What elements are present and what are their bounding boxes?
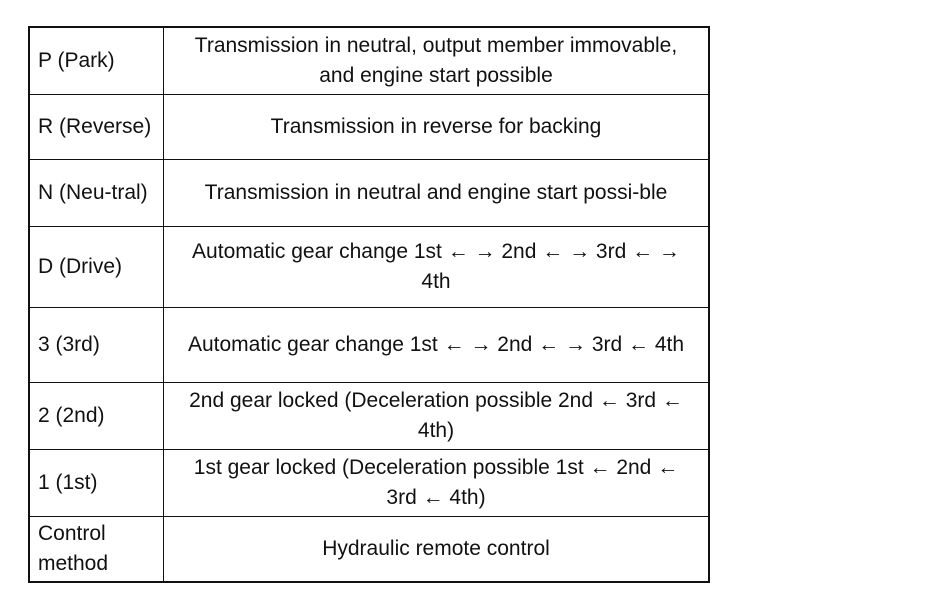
table-row — [29, 95, 709, 160]
shift-description-cell: Transmission in neutral and engine start possi-ble — [164, 160, 710, 227]
shift-mode-cell: P (Park) — [29, 27, 164, 95]
table-row — [29, 160, 709, 227]
table-row — [29, 27, 709, 95]
shift-description-cell: Automatic gear change 1st ← → 2nd ← → 3rd ← → 4th — [164, 227, 710, 308]
shift-mode-cell: N (Neu-tral) — [29, 160, 164, 227]
shift-description-cell: 2nd gear locked (Deceleration possible 2nd ← 3rd ← 4th) — [164, 383, 710, 450]
shift-mode-cell: Control method — [29, 517, 164, 583]
table-row — [29, 227, 709, 308]
shift-description-cell: Transmission in neutral, output member immovable, and engine start possible — [164, 27, 710, 95]
table-row — [29, 308, 709, 383]
shift-description-cell: 1st gear locked (Deceleration possible 1st ← 2nd ← 3rd ← 4th) — [164, 450, 710, 517]
table-row — [29, 383, 709, 450]
shift-description-cell: Automatic gear change 1st ← → 2nd ← → 3rd ← 4th — [164, 308, 710, 383]
shift-mode-cell: 3 (3rd) — [29, 308, 164, 383]
table-row — [29, 517, 709, 583]
shift-description-cell: Hydraulic remote control — [164, 517, 710, 583]
shift-position-table — [28, 26, 710, 583]
shift-mode-cell: R (Reverse) — [29, 95, 164, 160]
shift-description-cell: Transmission in reverse for backing — [164, 95, 710, 160]
shift-mode-cell: D (Drive) — [29, 227, 164, 308]
shift-mode-cell: 1 (1st) — [29, 450, 164, 517]
table-row — [29, 450, 709, 517]
shift-mode-cell: 2 (2nd) — [29, 383, 164, 450]
